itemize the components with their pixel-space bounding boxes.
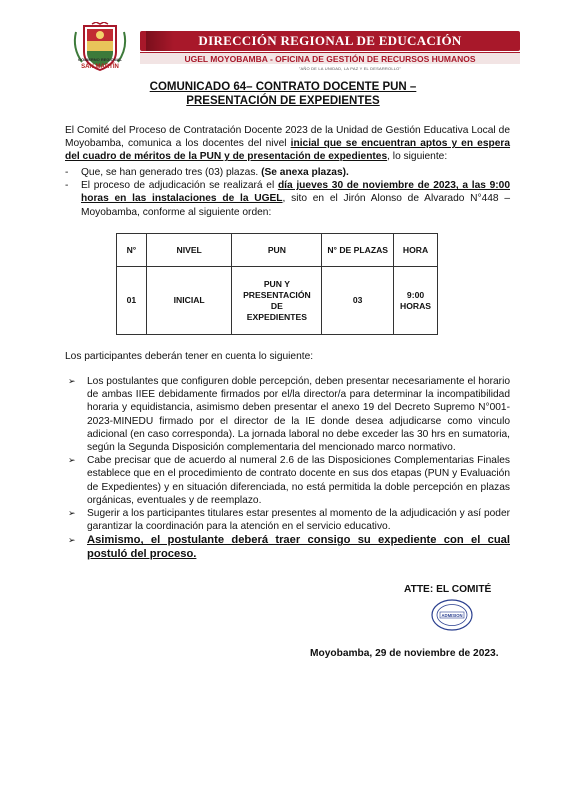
arrow-bullet-icon: ➢ — [68, 455, 76, 466]
pun-line: PUN Y — [263, 278, 290, 289]
arrow-bullet-icon: ➢ — [68, 376, 76, 386]
table-header-cell: PUN — [232, 234, 322, 267]
committee-seal-stamp — [430, 598, 474, 632]
table-cell-nivel: INICIAL — [146, 267, 232, 335]
note-text: Los participantes deberán tener en cuenta lo siguiente: — [65, 351, 314, 362]
header-title: DIRECCIÓN REGIONAL DE EDUCACIÓN — [198, 33, 462, 48]
table-header-cell: NIVEL — [146, 234, 232, 267]
bullet-text: Asimismo, el postulante deberá traer consigo su expediente con el cual postuló del proceso. — [87, 534, 510, 561]
table-header-row — [117, 234, 438, 267]
bullet-text: Cabe precisar que de acuerdo al numeral 2.6 de las Disposiciones Complementarias Finales establece que en el procedimiento de contrato docente en sus dos etapas (PUN y Evaluación de Expedientes) y en situación diferenciada, no está permitida la doble percepción en plazas orgánicas, eventuales y de reemplazo. — [87, 455, 510, 506]
table-header-cell: HORA — [394, 234, 438, 267]
table-cell-pun — [232, 267, 322, 335]
pun-line: EXPEDIENTES — [246, 311, 307, 322]
intro-text-b: inicial que se encuentran aptos y en espera del cuadro de méritos de la PUN y de presentación de expedientes — [65, 138, 511, 163]
table-header-cell: N° — [117, 234, 147, 267]
dash-marker: - — [65, 180, 69, 192]
arrow-bullet-icon: ➢ — [68, 535, 76, 546]
dash2-text-a: El proceso de adjudicación se realizará el — [81, 180, 278, 192]
pun-line: DE — [270, 300, 283, 311]
dash-item — [65, 166, 510, 179]
bullet-item — [65, 507, 510, 533]
banner-accent — [146, 31, 174, 51]
document-title — [60, 80, 506, 108]
signoff: ATTE: EL COMITÉ — [404, 584, 492, 595]
pun-line: PRESENTACIÓN — [243, 289, 311, 300]
bullet-text: Los postulantes que configuren doble percepción, deben presentar necesariamente el horario de ambas IIEE debidamente firmados por el/la director/a para determinar la incompatibilidad horaria y equidistancia, asimismo deben presentar el anexo 19 del Decreto Supremo N°001-2023-MINEDU firmado por el director de la IE donde desea adjudicarse como vinculo adicional (en caso corresponda). La jornada laboral no debe exceder las 30 hrs en sumatoria, según la Segunda Disposición complementaria del mencionado marco normativo. — [87, 376, 510, 454]
document-date: Moyobamba, 29 de noviembre de 2023. — [310, 648, 499, 659]
table-header-cell: N° DE PLAZAS — [322, 234, 394, 267]
title-line-1: COMUNICADO 64– CONTRATO DOCENTE PUN – — [149, 81, 417, 93]
header-motto: "AÑO DE LA UNIDAD, LA PAZ Y EL DESARROLLO" — [298, 66, 402, 71]
dash1-text-b: (Se anexa plazas). — [261, 167, 349, 178]
table-cell-plazas: 03 — [322, 267, 394, 335]
table-row — [117, 267, 438, 335]
logo-org-text: GOBIERNO REGIONAL — [77, 57, 122, 62]
table-cell-num: 01 — [117, 267, 147, 335]
dash-list — [65, 166, 510, 219]
dash1-text-a: Que, se han generado tres (03) plazas. — [81, 167, 262, 178]
dash-item — [65, 179, 510, 219]
intro-text-c: , lo siguiente: — [387, 151, 448, 163]
dash2-text-b: día jueves 30 de noviembre de 2023, a las 9:00 horas en las instalaciones de la UGEL — [81, 180, 511, 205]
header-subtitle: UGEL MOYOBAMBA - OFICINA DE GESTIÓN DE RECURSOS HUMANOS — [140, 52, 520, 64]
intro-paragraph — [65, 124, 510, 164]
title-line-2: PRESENTACIÓN DE EXPEDIENTES — [186, 95, 380, 107]
header-banner — [140, 31, 520, 51]
table-cell-hora — [394, 267, 438, 335]
bullet-list — [65, 375, 510, 561]
vacancy-table — [116, 233, 438, 335]
hora-line: HORAS — [400, 300, 432, 311]
arrow-bullet-icon: ➢ — [68, 508, 76, 519]
bullet-item — [65, 375, 510, 454]
seal-text: ADMISION — [441, 613, 463, 618]
hora-line: 9:00 — [406, 289, 425, 300]
intro-text-a: El Comité del Proceso de Contratación Docente 2023 de la Unidad de Gestión Educativa Local de Moyobamba, comunica a los docentes del nivel — [65, 125, 510, 150]
dash-marker: - — [65, 167, 69, 178]
bullet-item — [65, 533, 510, 561]
bullet-text: Sugerir a los participantes titulares estar presentes al momento de la adjudicación y así poder garantizar la coordinación para la atención en el servicio educativo. — [87, 508, 511, 533]
bullet-item — [65, 454, 510, 507]
dash2-text-c: , sito en el Jirón Alonso de Alvarado N°448 – Moyobamba, conforme al siguiente orden: — [81, 193, 510, 218]
logo-region-text: SAN MARTÍN — [81, 64, 119, 70]
